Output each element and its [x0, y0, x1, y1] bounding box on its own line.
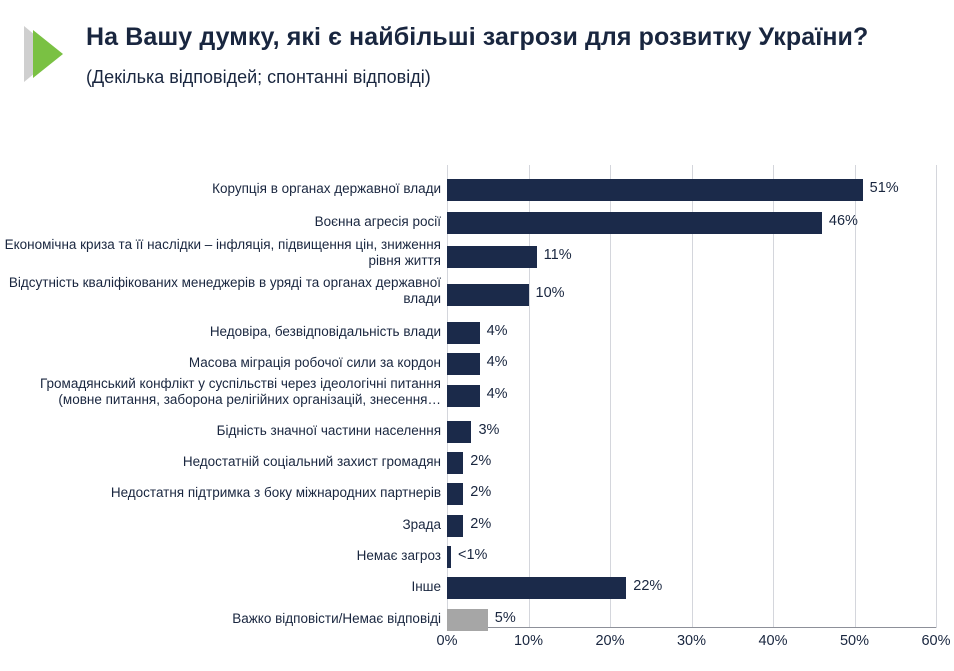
bar	[447, 452, 463, 474]
bar-value-label: <1%	[458, 547, 488, 563]
bar-row	[402, 515, 936, 537]
x-tick-label: 40%	[758, 633, 788, 649]
chart-header	[0, 0, 954, 88]
x-tick-label: 60%	[921, 633, 951, 649]
bar	[447, 212, 822, 234]
bar	[447, 353, 480, 375]
bar-row	[39, 376, 936, 408]
bar-row	[212, 179, 936, 201]
bar-value-label: 22%	[633, 578, 663, 594]
bar-row	[232, 609, 936, 631]
play-triangle-icon	[24, 26, 72, 82]
bar-row	[411, 577, 936, 599]
bar-row	[216, 421, 936, 443]
page-subtitle: (Декілька відповідей; спонтанні відповіді)	[86, 66, 431, 87]
bar-row	[4, 237, 936, 269]
category-label: Недостатня підтримка з боку міжнародних партнерів	[110, 485, 441, 500]
bar-value-label: 10%	[535, 285, 565, 301]
bar-rows	[4, 165, 936, 626]
bar-row	[110, 483, 936, 505]
bar-row	[356, 546, 936, 568]
x-tick-label: 30%	[676, 633, 707, 649]
category-label: Важко відповісти/Немає відповіді	[232, 611, 441, 626]
bar	[447, 179, 863, 201]
category-label: Немає загроз	[356, 548, 441, 563]
category-label: Недостатній соціальний захист громадян	[182, 454, 441, 469]
category-label: Громадянський конфлікт у суспільстві через ідеологічні питання (мовне питання, заборона релігійних організацій, знесення…	[39, 376, 441, 408]
x-tick-label: 20%	[595, 633, 625, 649]
bar	[447, 284, 529, 306]
bar-row	[8, 275, 936, 307]
gridline	[936, 165, 937, 628]
bar-value-label: 3%	[478, 422, 500, 438]
bar	[447, 385, 480, 407]
category-label: Корупція в органах державної влади	[212, 181, 441, 196]
bar-chart	[0, 155, 954, 655]
bar	[447, 246, 537, 268]
title-block	[86, 22, 868, 88]
category-label: Недовіра, безвідповідальність влади	[209, 324, 441, 339]
bar-value-label: 2%	[470, 453, 492, 469]
bar-row	[182, 452, 936, 474]
x-axis-ticks	[436, 633, 954, 657]
bar-value-label: 51%	[869, 180, 899, 196]
plot-area	[4, 165, 936, 628]
page-title: На Вашу думку, які є найбільші загрози для розвитку України?	[86, 23, 869, 51]
bar	[447, 515, 463, 537]
x-tick-label: 10%	[513, 633, 544, 649]
bar	[447, 421, 471, 443]
bar	[447, 609, 488, 631]
x-tick-label: 0%	[436, 633, 458, 649]
bar-value-label: 46%	[828, 213, 858, 229]
category-label: Відсутність кваліфікованих менеджерів в уряді та органах державної влади	[8, 275, 441, 307]
category-label: Масова міграція робочої сили за кордон	[188, 355, 441, 370]
bar-value-label: 5%	[494, 610, 516, 626]
category-label: Бідність значної частини населення	[216, 423, 441, 438]
bar	[447, 483, 463, 505]
bar-value-label: 11%	[543, 247, 572, 263]
bar-value-label: 4%	[486, 323, 508, 339]
bar	[447, 546, 451, 568]
bar	[447, 322, 480, 344]
bar	[447, 577, 626, 599]
x-tick-label: 50%	[839, 633, 870, 649]
category-label: Воєнна агресія росії	[314, 214, 441, 229]
category-label: Інше	[411, 579, 441, 594]
bar-row	[188, 353, 936, 375]
bar-value-label: 4%	[486, 386, 508, 402]
category-label: Зрада	[402, 517, 441, 532]
bar-row	[314, 212, 936, 234]
bar-value-label: 2%	[470, 516, 492, 532]
bar-value-label: 2%	[470, 484, 492, 500]
category-label: Економічна криза та її наслідки – інфляція, підвищення цін, зниження рівня життя	[4, 237, 441, 269]
bar-value-label: 4%	[486, 354, 508, 370]
bar-row	[209, 322, 936, 344]
